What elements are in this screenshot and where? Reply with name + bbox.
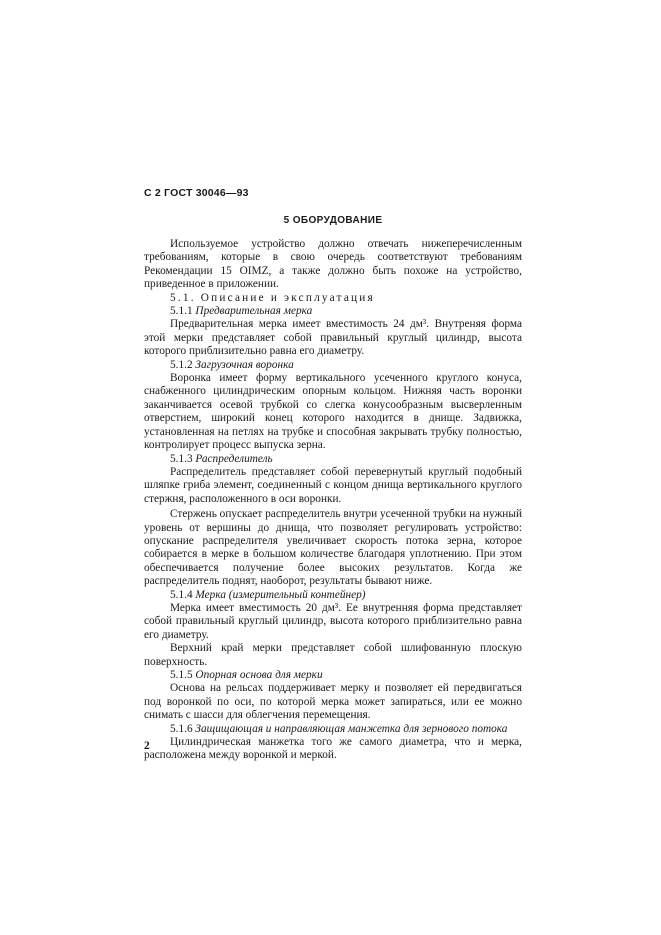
clause-5-1-5-text: Основа на рельсах поддерживает мерку и позволяет ей передвигаться под воронкой по оси, по которой мерка может запираться, или ее можно снимать с шасси для облегчения перемещения.	[144, 682, 522, 722]
clause-number: 5.1.4	[170, 588, 193, 601]
running-header: С 2 ГОСТ 30046—93	[144, 187, 249, 199]
section-title: 5 ОБОРУДОВАНИЕ	[283, 215, 383, 226]
clause-5-1-3-text: Распределитель представляет собой перевернутый круглый подобный шляпке гриба элемент, соединенный с концом днища вертикального круглого стержня, расположенного в оси воронки.	[144, 465, 522, 505]
clause-5-1-6-heading	[144, 723, 522, 736]
clause-title: Опорная основа для мерки	[195, 669, 323, 681]
clause-5-1-2-heading	[144, 359, 522, 372]
clause-number: 5.1.6	[170, 722, 193, 735]
clause-5-1-3-text2: Стержень опускает распределитель внутри усеченной трубки на нужный уровень от вершины до днища, что позволяет регулировать устройство: опускание распределителя увеличивает скорость потока зерна, которое собирается в мерке в большом количестве благодаря уплотнению. При этом обеспечивается получение более высоких результатов. Когда же распределитель поднят, наоборот, результаты бывают ниже.	[144, 508, 522, 588]
clause-number: 5.1.3	[170, 452, 193, 465]
clause-5-1-4-heading	[144, 589, 522, 602]
page-number: 2	[144, 740, 150, 752]
clause-title: Загрузочная воронка	[195, 358, 294, 371]
clause-5-1-6-text: Цилиндрическая манжетка того же самого диаметра, что и мерка, расположена между воронкой и меркой.	[144, 736, 522, 762]
clause-5-1-5-heading	[144, 669, 522, 682]
intro-paragraph: Используемое устройство должно отвечать нижеперечисленным требованиям, которые в свою очередь соответствуют требованиям Рекомендации 15 OIMZ, а также должно быть похоже на устройство, приведенное в приложении.	[144, 238, 522, 291]
subsection-heading-5-1: 5.1. Описание и эксплуатация	[170, 291, 375, 304]
clause-5-1-3-heading	[144, 453, 522, 466]
document-body	[144, 238, 522, 763]
clause-title: Мерка (измерительный контейнер)	[195, 588, 366, 601]
clause-number: 5.1.2	[170, 358, 193, 371]
clause-number: 5.1.1	[170, 305, 193, 318]
clause-5-1-4-text: Мерка имеет вместимость 20 дм³. Ее внутренняя форма представляет собой правильный круглый цилиндр, высота которого приблизительно равна его диаметру.	[144, 601, 522, 641]
clause-5-1-1-text: Предварительная мерка имеет вместимость 24 дм³. Внутреняя форма этой мерки представляет собой правильный круглый цилиндр, высота которого приблизительно равна его диаметру.	[144, 318, 522, 358]
clause-number: 5.1.5	[170, 669, 193, 681]
clause-5-1-2-text: Воронка имеет форму вертикального усеченного круглого конуса, снабженного цилиндрическим опорным кольцом. Нижняя часть воронки заканчивается осевой трубкой со слегка конусообразным высверленным отверстием, широкий конец которого находится в днище. Задвижка, установленная на петлях на трубке и способная закрывать трубку полностью, контролирует процесс выпуска зерна.	[144, 372, 522, 452]
clause-5-1-4-text2: Верхний край мерки представляет собой шлифованную плоскую поверхность.	[144, 642, 522, 668]
clause-5-1-1-heading	[144, 305, 522, 318]
clause-title: Защищающая и направляющая манжетка для зернового потока	[195, 722, 508, 735]
clause-title: Предварительная мерка	[195, 305, 313, 318]
clause-title: Распределитель	[195, 452, 273, 465]
